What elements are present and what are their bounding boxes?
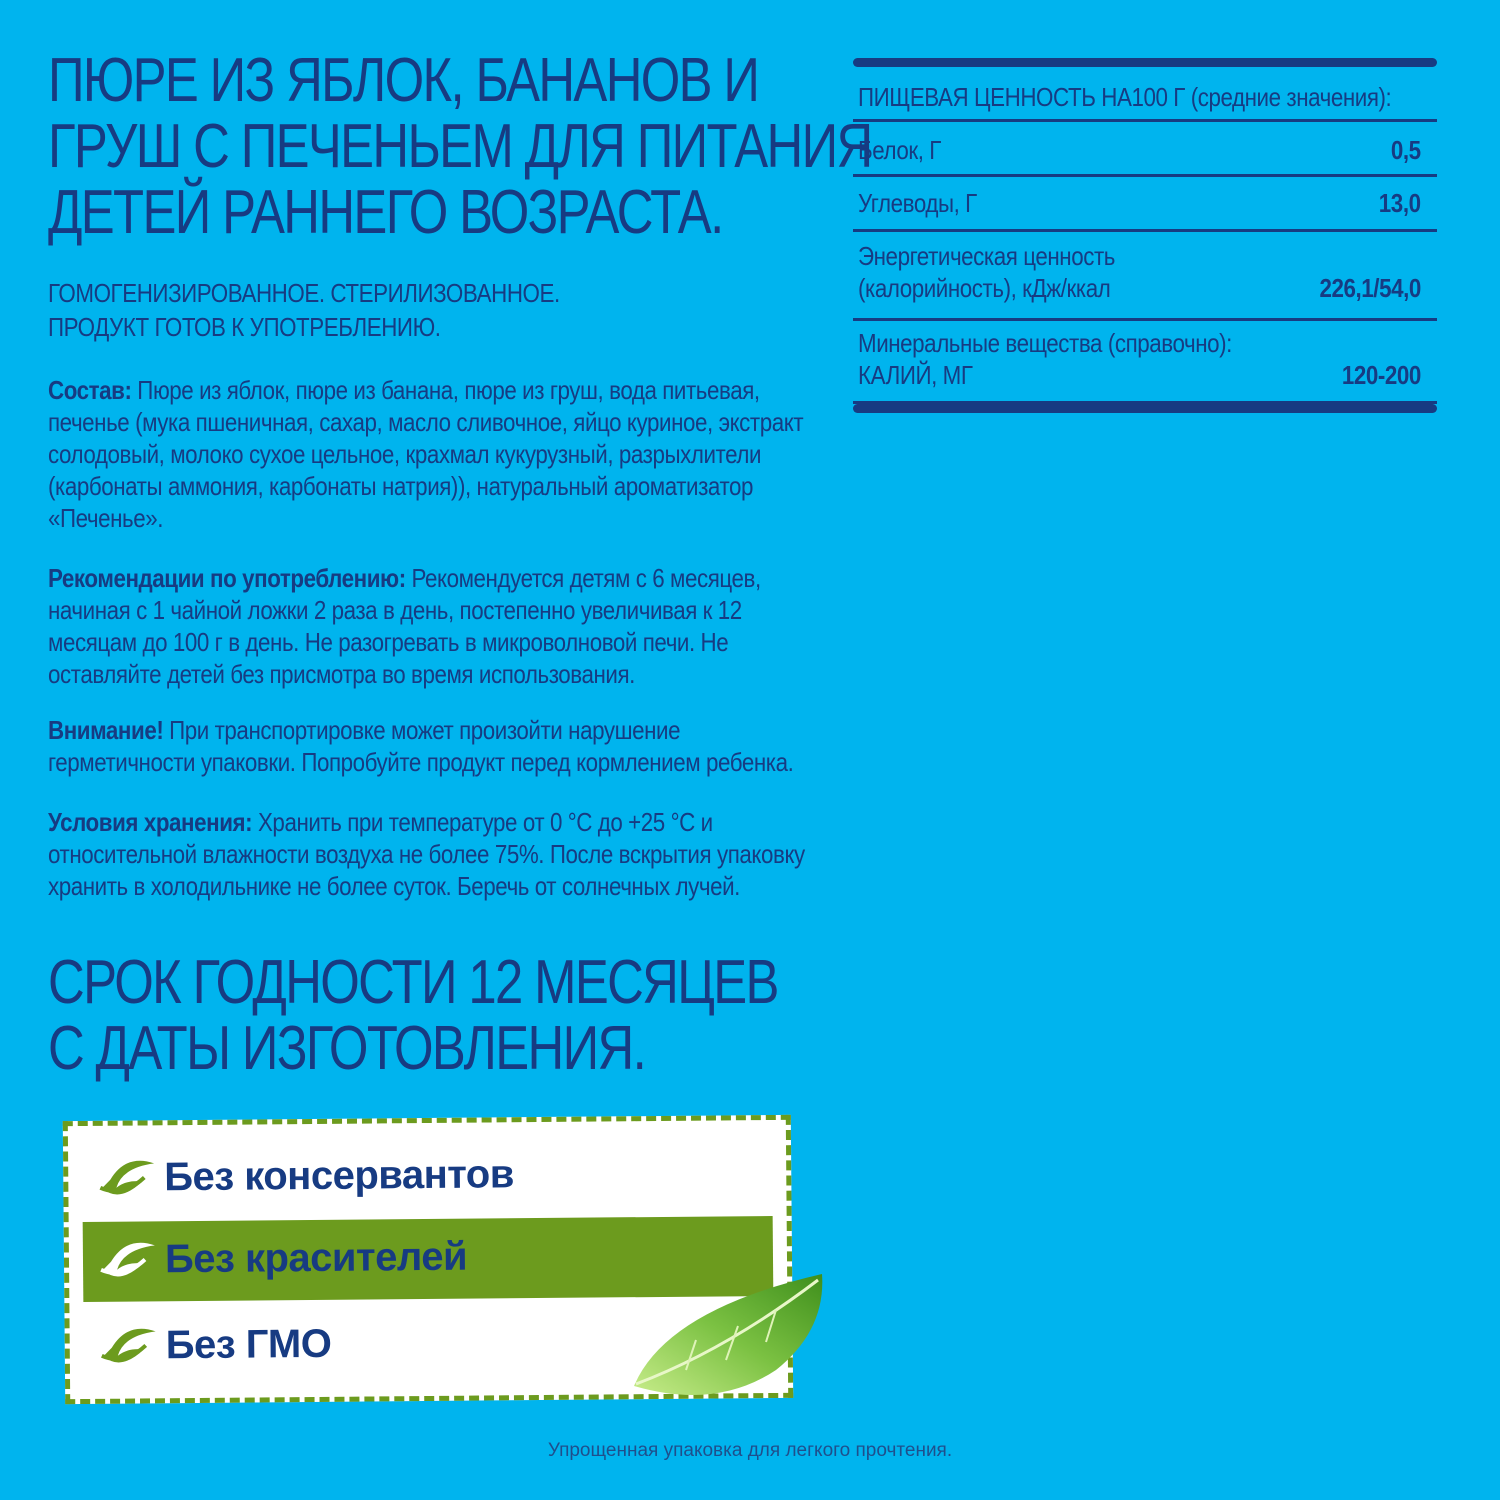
recommendations-text: оставляйте детей без присмотра во время использования. [48, 659, 635, 689]
product-subtitle [48, 276, 560, 344]
nutrition-label: (калорийность), кДж/ккал [858, 273, 1111, 303]
storage-paragraph [48, 806, 831, 902]
storage-label: Условия хранения: [48, 807, 253, 837]
leaf-icon [98, 1325, 158, 1370]
table-top-rule [853, 58, 1437, 67]
nutrition-value: 0,5 [1391, 135, 1421, 165]
warning-text: При транспортировке может произойти нарушение [163, 715, 681, 745]
feature-no-preservatives [82, 1134, 773, 1220]
nutrition-table [853, 58, 1437, 413]
nutrition-header: ПИЩЕВАЯ ЦЕННОСТЬ НА100 Г (средние значения): [858, 82, 1392, 112]
nutrition-row-potassium [853, 321, 1437, 404]
feature-label: Без консервантов [164, 1152, 515, 1200]
recommendations-label: Рекомендации по употреблению: [48, 563, 406, 593]
composition-label: Состав: [48, 375, 132, 405]
nutrition-label: Энергетическая ценность [858, 241, 1115, 271]
leaf-icon [97, 1239, 157, 1284]
nutrition-row-protein [853, 122, 1437, 177]
subtitle-line: ГОМОГЕНИЗИРОВАННОЕ. СТЕРИЛИЗОВАННОЕ. [48, 278, 560, 308]
warning-paragraph [48, 714, 831, 778]
composition-text: солодовый, молоко сухое цельное, крахмал кукурузный, разрыхлители [48, 439, 762, 469]
nutrition-header-row [853, 67, 1437, 122]
nutrition-row-energy [853, 232, 1437, 321]
leaf-decoration-icon [626, 1270, 836, 1410]
nutrition-label: Белок, Г [858, 135, 941, 165]
shelf-life-line: С ДАТЫ ИЗГОТОВЛЕНИЯ. [48, 1014, 646, 1083]
table-bottom-rule [853, 404, 1437, 413]
title-line: ГРУШ С ПЕЧЕНЬЕМ ДЛЯ ПИТАНИЯ [48, 112, 872, 181]
nutrition-label: КАЛИЙ, МГ [858, 360, 973, 390]
subtitle-line: ПРОДУКТ ГОТОВ К УПОТРЕБЛЕНИЮ. [48, 312, 441, 342]
recommendations-text: Рекомендуется детям с 6 месяцев, [405, 563, 761, 593]
feature-label: Без ГМО [165, 1321, 332, 1368]
storage-text: Хранить при температуре от 0 °С до +25 °С и [252, 807, 713, 837]
nutrition-value: 13,0 [1379, 188, 1421, 218]
shelf-life-line: СРОК ГОДНОСТИ 12 МЕСЯЦЕВ [48, 948, 778, 1017]
warning-text: герметичности упаковки. Попробуйте продукт перед кормлением ребенка. [48, 747, 794, 777]
shelf-life-heading [48, 950, 778, 1082]
title-line: ДЕТЕЙ РАННЕГО ВОЗРАСТА. [48, 178, 723, 247]
recommendations-text: месяцам до 100 г в день. Не разогревать в микроволновой печи. Не [48, 627, 729, 657]
nutrition-value: 226,1/54,0 [1319, 273, 1421, 303]
composition-text: Пюре из яблок, пюре из банана, пюре из груш, вода питьевая, [131, 375, 760, 405]
recommendations-paragraph [48, 562, 831, 690]
nutrition-label: Минеральные вещества (справочно): [858, 328, 1232, 358]
title-line: ПЮРЕ ИЗ ЯБЛОК, БАНАНОВ И [48, 46, 759, 115]
composition-text: печенье (мука пшеничная, сахар, масло сливочное, яйцо куриное, экстракт [48, 407, 804, 437]
storage-text: хранить в холодильнике не более суток. Беречь от солнечных лучей. [48, 871, 740, 901]
composition-text: (карбонаты аммония, карбонаты натрия)), натуральный ароматизатор [48, 471, 754, 501]
composition-paragraph [48, 374, 831, 534]
footer-note: Упрощенная упаковка для легкого прочтения. [547, 1440, 953, 1461]
nutrition-label: Углеводы, Г [858, 188, 977, 218]
nutrition-row-carbs [853, 177, 1437, 232]
nutrition-value: 120-200 [1341, 360, 1421, 390]
product-title [48, 46, 872, 247]
feature-label: Без красителей [164, 1234, 468, 1282]
composition-text: «Печенье». [48, 503, 164, 533]
warning-label: Внимание! [48, 715, 164, 745]
recommendations-text: начиная с 1 чайной ложки 2 раза в день, постепенно увеличивая к 12 [48, 595, 742, 625]
leaf-icon [96, 1157, 156, 1202]
storage-text: относительной влажности воздуха не более 75%. После вскрытия упаковку [48, 839, 805, 869]
